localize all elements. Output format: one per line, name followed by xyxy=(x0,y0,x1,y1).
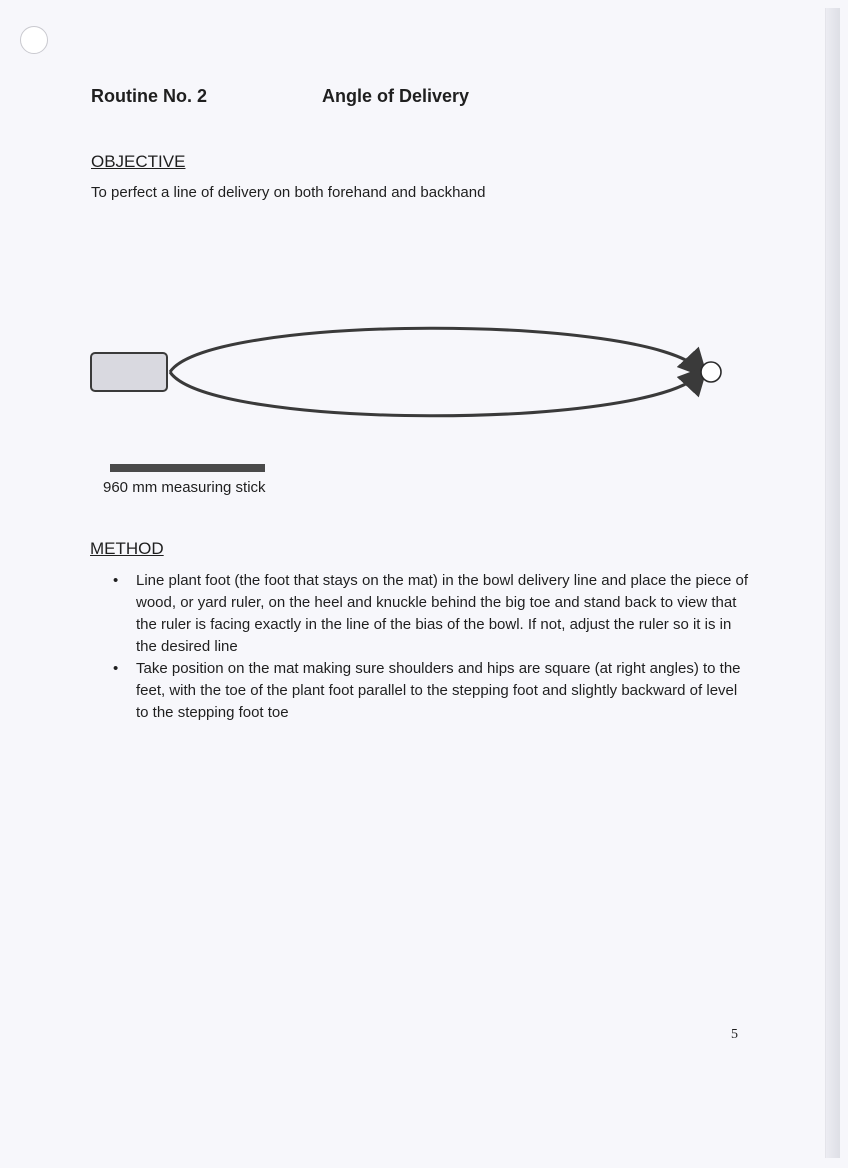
method-list xyxy=(113,570,753,724)
list-item xyxy=(113,570,753,658)
list-item xyxy=(113,658,753,724)
method-heading: METHOD xyxy=(90,539,164,558)
method-item-text: Line plant foot (the foot that stays on the mat) in the bowl delivery line and place the piece of wood, or yard ruler, on the heel and knuckle behind the big toe and stand back to view that the ruler is facing exactly in the line of the bias of the bowl. If not, adjust the ruler so it is in the desired line xyxy=(136,572,749,655)
bullet-icon: • xyxy=(113,572,119,589)
delivery-diagram xyxy=(88,320,738,425)
routine-number: Routine No. 2 xyxy=(91,86,207,106)
measuring-stick-label: 960 mm measuring stick xyxy=(103,479,266,496)
backhand-path xyxy=(170,372,700,416)
objective-heading: OBJECTIVE xyxy=(91,152,186,171)
method-item-text: Take position on the mat making sure shoulders and hips are square (at right angles) to the feet, with the toe of the plant foot parallel to the stepping foot and slightly backward of level to the stepping foot toe xyxy=(136,660,741,721)
page-edge xyxy=(825,8,840,1158)
bullet-icon: • xyxy=(113,660,119,677)
page-number: 5 xyxy=(731,1027,738,1042)
routine-header xyxy=(91,86,469,107)
forehand-path xyxy=(170,328,700,372)
jack-circle xyxy=(701,362,721,382)
punch-hole xyxy=(20,26,48,54)
measuring-stick xyxy=(110,464,265,472)
routine-title: Angle of Delivery xyxy=(322,86,470,106)
objective-text: To perfect a line of delivery on both forehand and backhand xyxy=(91,184,486,201)
mat-box xyxy=(91,353,167,391)
